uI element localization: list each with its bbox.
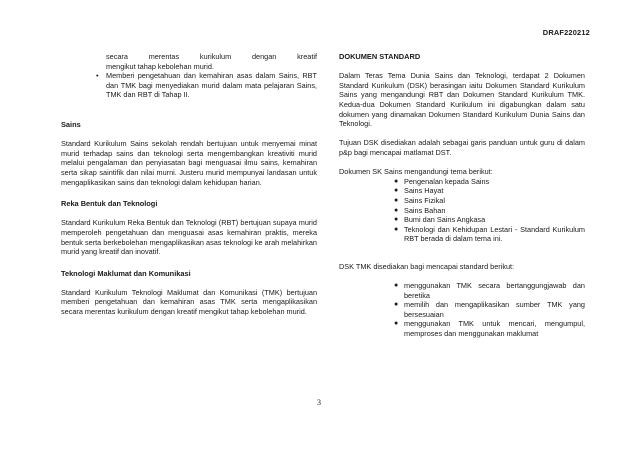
bullet-icon: ●: [394, 196, 399, 204]
bullet-icon: ●: [394, 177, 399, 185]
rbt-heading: Reka Bentuk dan Teknologi: [61, 199, 158, 209]
page-number: 3: [317, 398, 321, 407]
bullet-icon: ●: [394, 282, 399, 290]
top-bullet-text: Memberi pengetahuan dan kemahiran asas dalam Sains, RBT dan TMK bagi menyediakan murid dalam mata pelajaran Sains, TMK dan RBT di Tahap II.: [106, 71, 317, 100]
left-column: [61, 52, 317, 317]
right-column: [339, 52, 585, 339]
sk-intro: Dokumen SK Sains mengandungi tema berikut:: [339, 167, 493, 177]
list-item: ● Bumi dan Sains Angkasa: [394, 215, 486, 225]
bullet-icon: ●: [394, 225, 399, 233]
rbt-paragraph: Standard Kurikulum Reka Bentuk dan Teknologi (RBT) bertujuan supaya murid memperoleh pengetahuan dan menguasai asas kemahiran praktis, mereka bentuk serta berkebolehan mengaplikasikan asas teknologi ke arah melahirkan murid yang kreatif dan inovatif.: [61, 218, 317, 257]
bullet-icon: •: [96, 71, 99, 81]
list-item: ● Sains Fizikal: [394, 195, 445, 205]
bullet-icon: ●: [394, 206, 399, 214]
draft-label: DRAF220212: [542, 28, 590, 37]
list-item: ● Teknologi dan Kehidupan Lestari - Standard Kurikulum RBT berada di dalam tema ini.: [394, 224, 585, 244]
tujuan-paragraph: Tujuan DSK disediakan adalah sebagai garis panduan untuk guru di dalam p&p bagi mencapai matlamat DST.: [339, 138, 585, 157]
bullet-icon: ●: [394, 216, 399, 224]
tmk-intro: DSK TMK disediakan bagi mencapai standard berikut:: [339, 261, 515, 271]
list-item: ● menggunakan TMK secara bertanggungjawab dan beretika: [394, 281, 585, 300]
bullet-icon: ●: [394, 320, 399, 328]
continued-line-1: secara merentas kurikulum dengan kreatif: [106, 52, 317, 61]
sains-paragraph: Standard Kurikulum Sains sekolah rendah bertujuan untuk menyemai minat murid terhadap sains dan teknologi serta mengembangkan kreativiti murid melalui pengalaman dan penyiasatan bagi menguasai ilmu sains, kemahiran serta sikap saintifik dan nilai murni. Justeru murid mempunyai landasan untuk mengaplikasikan sains dan teknologi dalam kehidupan harian.: [61, 139, 317, 187]
tmk-standard-list: [394, 281, 585, 339]
list-item: ● memilih dan mengaplikasikan sumber TMK yang bersesuaian: [394, 300, 585, 319]
tmk-paragraph: Standard Kurikulum Teknologi Maklumat dan Komunikasi (TMK) bertujuan memberi pengetahuan dan kemahiran asas TMK serta mengaplikasikan secara merentas kurikulum dengan kreatif mengikut tahap kebolehan murid.: [61, 287, 317, 317]
continued-text: [61, 52, 317, 71]
list-item: ● menggunakan TMK untuk mencari, mengumpul, memproses dan menggunakan maklumat: [394, 319, 585, 339]
bullet-icon: ●: [394, 187, 399, 195]
top-bullet-item: [61, 71, 317, 100]
dokumen-standard-heading: DOKUMEN STANDARD: [339, 52, 421, 61]
sains-heading: Sains: [61, 119, 81, 129]
tmk-heading: Teknologi Maklumat dan Komunikasi: [61, 268, 191, 278]
sk-theme-list: [394, 177, 585, 244]
continued-line-2: mengikut tahap kebolehan murid.: [106, 61, 214, 71]
list-item: ● Sains Bahan: [394, 205, 446, 215]
list-item: ● Sains Hayat: [394, 186, 444, 196]
bullet-icon: ●: [394, 301, 399, 309]
dokumen-paragraph: Dalam Teras Tema Dunia Sains dan Teknologi, terdapat 2 Dokumen Standard Kurikulum (DSK) berasingan iaitu Dokumen Standard Kurikulum Sains yang mengandungi RBT dan Dokumen Standard Kurikulum TMK. Kedua-dua Dokumen Standard Kurikulum ini digabungkan dalam satu dokumen yang dinamakan Dokumen Standard Kurikulum Dunia Sains dan Teknologi.: [339, 71, 585, 129]
list-item: ● Pengenalan kepada Sains: [394, 176, 490, 186]
